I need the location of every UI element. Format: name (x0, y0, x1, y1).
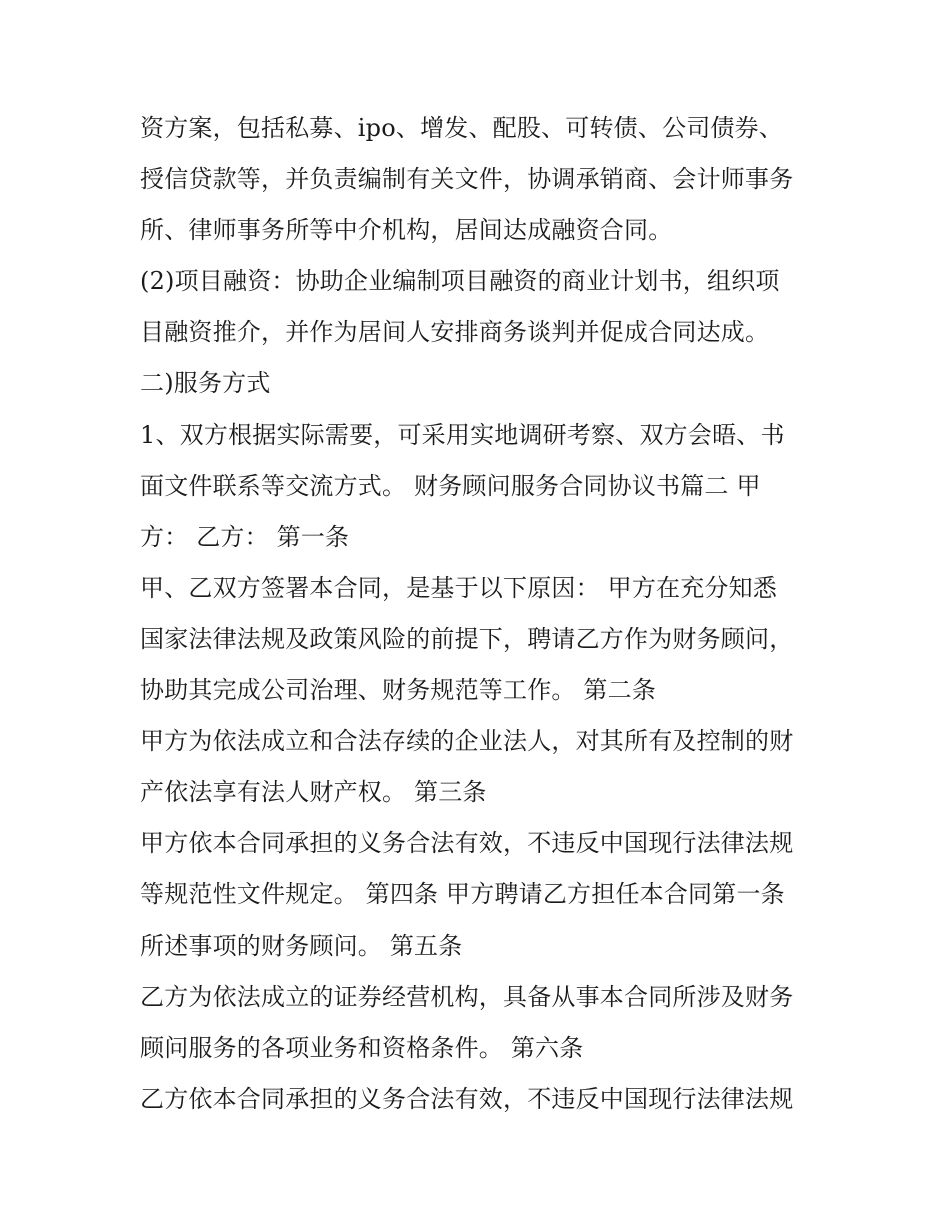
text-line: 所、律师事务所等中介机构，居间达成融资合同。 (140, 216, 673, 245)
text-line: 方： 乙方： 第一条 (140, 522, 350, 551)
text-line: 乙方为依法成立的证券经营机构，具备从事本合同所涉及财务 (140, 982, 794, 1011)
text-line: 1、双方根据实际需要，可采用实地调研考察、双方会晤、书 (140, 420, 785, 449)
text-line: 目融资推介，并作为居间人安排商务谈判并促成合同达成。 (140, 318, 770, 347)
document-body (140, 103, 840, 1125)
text-line: 甲、乙双方签署本合同，是基于以下原因： 甲方在充分知悉 (140, 573, 778, 602)
text-line: 甲方为依法成立和合法存续的企业法人，对其所有及控制的财 (140, 727, 794, 756)
text-line: 国家法律法规及政策风险的前提下，聘请乙方作为财务顾问， (140, 624, 794, 653)
text-line: 协助其完成公司治理、财务规范等工作。 第二条 (140, 676, 657, 705)
text-line: 甲方依本合同承担的义务合法有效，不违反中国现行法律法规 (140, 829, 794, 858)
text-line: 产依法享有法人财产权。 第三条 (140, 778, 487, 807)
text-line: 乙方依本合同承担的义务合法有效，不违反中国现行法律法规 (140, 1084, 794, 1113)
section-heading: 二)服务方式 (140, 369, 271, 398)
text-line: 顾问服务的各项业务和资格条件。 第六条 (140, 1033, 584, 1062)
text-line: 所述事项的财务顾问。 第五条 (140, 931, 463, 960)
text-line: 资方案，包括私募、ipo、增发、配股、可转债、公司债券、 (140, 114, 784, 142)
text-line: 等规范性文件规定。 第四条 甲方聘请乙方担任本合同第一条 (140, 880, 785, 909)
text-line: (2)项目融资：协助企业编制项目融资的商业计划书，组织项 (140, 267, 780, 296)
text-line: 授信贷款等，并负责编制有关文件，协调承销商、会计师事务 (140, 165, 794, 194)
text-line: 面文件联系等交流方式。 财务顾问服务合同协议书篇二 甲 (140, 471, 761, 500)
